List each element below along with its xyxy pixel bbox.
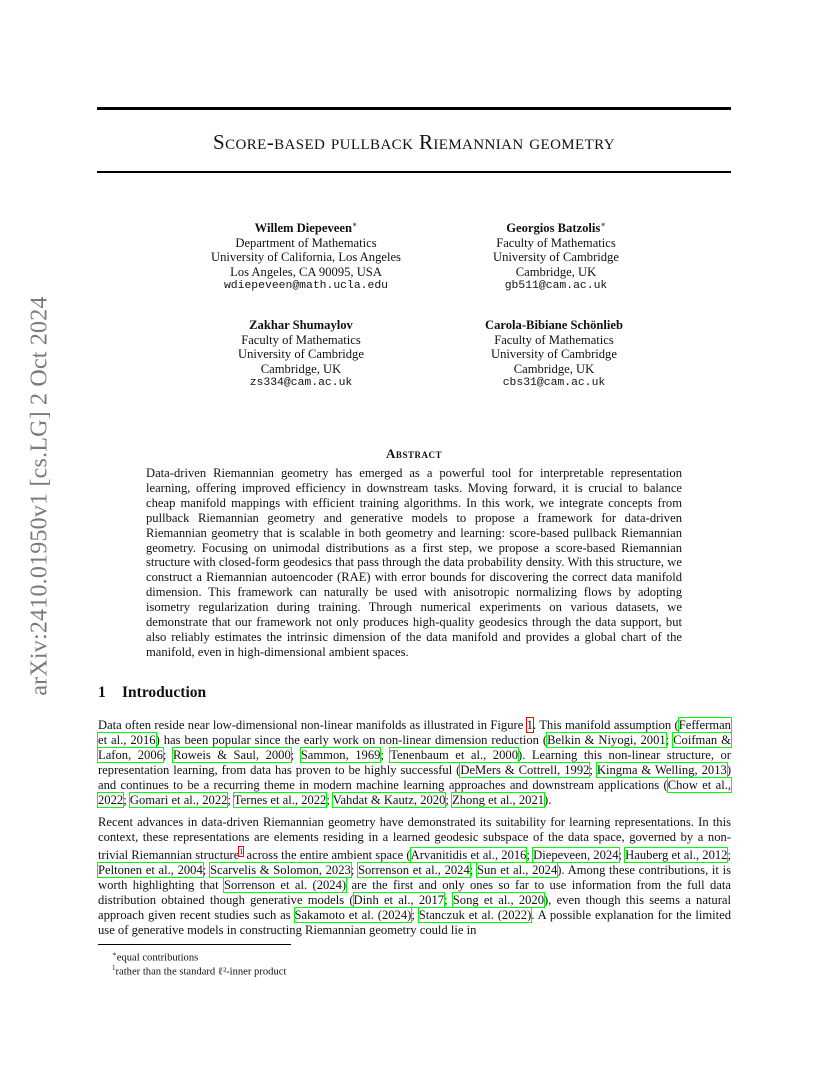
- citation-separator: ;: [123, 792, 130, 807]
- author-department: Department of Mathematics: [235, 235, 377, 250]
- citation-link[interactable]: Sorrenson et al., 2024: [357, 862, 470, 877]
- citation-link[interactable]: Peltonen et al., 2004: [98, 862, 203, 877]
- footnote-text: rather than the standard ℓ²-inner product: [115, 966, 287, 978]
- equal-contribution-mark: ∗: [600, 219, 606, 229]
- citation-link[interactable]: Kingma & Welling, 2013: [596, 762, 727, 777]
- paragraph-text: ).: [544, 792, 552, 807]
- citation-separator: ;: [202, 862, 210, 877]
- citation-separator: ;: [227, 792, 234, 807]
- author-name: Georgios Batzolis: [506, 221, 601, 235]
- footnote-mark: ∗: [112, 950, 117, 958]
- author-block-4: [414, 318, 694, 391]
- figure-reference-link[interactable]: 1: [526, 718, 533, 732]
- paragraph-text: ), even though this seems a natural approach given recent studies such as: [98, 892, 731, 922]
- author-email[interactable]: zs334@cam.ac.uk: [249, 377, 353, 389]
- author-name: Carola-Bibiane Schönlieb: [485, 318, 623, 332]
- equal-contribution-mark: ∗: [351, 219, 358, 229]
- author-location: Los Angeles, CA 90095, USA: [230, 264, 382, 279]
- citation-separator: ;: [665, 732, 674, 747]
- citation-link[interactable]: Chow et al., 2022: [98, 777, 731, 807]
- author-department: Faculty of Mathematics: [241, 332, 361, 347]
- citation-link[interactable]: Sakamoto et al. (2024): [294, 907, 412, 922]
- intro-paragraph-1: [98, 718, 731, 807]
- citation-separator: ;: [411, 907, 419, 922]
- citation-separator: ;: [469, 862, 477, 877]
- citation-link[interactable]: Song et al., 2020: [452, 892, 545, 907]
- footnote-reference-link[interactable]: 1: [239, 846, 244, 856]
- title-rule-top: [97, 107, 731, 110]
- citation-separator: ;: [526, 848, 534, 862]
- citation-link[interactable]: Sun et al., 2024: [476, 862, 558, 877]
- citation-separator: ;: [380, 747, 391, 762]
- author-name: Zakhar Shumaylov: [249, 318, 353, 332]
- paragraph-text: ) and continues to be a recurring theme in modern machine learning approaches and downstream applications (: [98, 762, 732, 792]
- citation-link[interactable]: Coifman & Lafon, 2006: [98, 732, 731, 762]
- author-email[interactable]: gb511@cam.ac.uk: [504, 280, 608, 292]
- citation-link[interactable]: Dinh et al., 2017: [353, 892, 445, 907]
- citation-link[interactable]: Arvanitidis et al., 2016: [410, 848, 527, 862]
- arxiv-id-text: arXiv:2410.01950v1 [cs.LG] 2 Oct 2024: [26, 296, 53, 696]
- citation-link[interactable]: Sammon, 1969: [300, 747, 381, 762]
- author-institution: University of California, Los Angeles: [211, 250, 401, 264]
- author-email[interactable]: wdiepeveen@math.ucla.edu: [223, 280, 389, 292]
- citation-separator: ;: [589, 762, 597, 777]
- abstract-text: Data-driven Riemannian geometry has emerged as a powerful tool for interpretable representation learning, offering improved efficiency in downstream tasks. Moving forward, it is crucial to balance cheap manifold mappings with efficient training algorithms. In this work, we integrate concepts from pullback Riemannian geometry and generative models to propose a framework for data-driven Riemannian geometry that is scalable in both geometry and learning: score-based pullback Riemannian geometry. Focusing on unimodal distributions as a first step, we propose a score-based Riemannian structure with closed-form geodesics that pass through the data probability density. With this structure, we construct a Riemannian autoencoder (RAE) with error bounds for discovering the correct data manifold dimension. This framework can naturally be used with anisotropic normalizing flows by adopting isometry regularization during training. Through numerical experiments on various datasets, we demonstrate that our framework not only produces high-quality geodesics through the data support, but also reliably estimates the intrinsic dimension of the data manifold and provides a global chart of the manifold, even in high-dimensional ambient spaces.: [146, 466, 682, 659]
- author-location: Cambridge, UK: [513, 361, 595, 376]
- author-location: Cambridge, UK: [260, 361, 342, 376]
- section-number: 1: [98, 684, 106, 701]
- citation-link[interactable]: Sorrenson et al. (2024): [223, 877, 347, 892]
- author-institution: University of Cambridge: [493, 250, 619, 264]
- title-rule-bottom: [97, 171, 731, 173]
- citation-link[interactable]: Stanczuk et al. (2022): [418, 907, 532, 922]
- section-heading: [98, 684, 206, 702]
- paragraph-text: ). Learning this non-linear structure, or representation learning, from data has proven to be highly successful (: [98, 747, 732, 777]
- paragraph-text: ) has been popular since the early work on non-linear dimension reduction (: [155, 732, 548, 747]
- citation-separator: ;: [444, 892, 453, 907]
- citation-link[interactable]: Belkin & Niyogi, 2001: [547, 732, 666, 747]
- paragraph-text: Recent advances in data-driven Riemannian geometry have demonstrated its suitability for learning representations. In this context, these representations are elements residing in a learned geodesic subspace of the data space, governed by a non-trivial Riemannian structure: [98, 815, 731, 862]
- citation-link[interactable]: Gomari et al., 2022: [129, 792, 228, 807]
- author-department: Faculty of Mathematics: [494, 332, 614, 347]
- author-department: Faculty of Mathematics: [496, 235, 616, 250]
- citation-link[interactable]: Ternes et al., 2022: [233, 792, 327, 807]
- author-block-2: [416, 221, 696, 294]
- citation-separator: ;: [727, 848, 731, 862]
- arxiv-identifier-stamp: [16, 296, 64, 696]
- paragraph-text: across the entire ambient space (: [243, 848, 411, 862]
- citation-link[interactable]: Hauberg et al., 2012: [625, 848, 728, 862]
- abstract-heading: Abstract: [386, 446, 442, 461]
- citation-separator: ;: [162, 747, 173, 762]
- author-block-1: [166, 221, 446, 294]
- author-institution: University of Cambridge: [491, 347, 617, 361]
- citation-link[interactable]: DeMers & Cottrell, 1992: [460, 762, 590, 777]
- intro-paragraph-2: [98, 815, 731, 937]
- author-location: Cambridge, UK: [515, 264, 597, 279]
- citation-link[interactable]: Vahdat & Kautz, 2020: [332, 792, 446, 807]
- author-institution: University of Cambridge: [238, 347, 364, 361]
- citation-separator: ;: [618, 848, 626, 862]
- author-name: Willem Diepeveen: [254, 221, 352, 235]
- citation-link[interactable]: Scarvelis & Solomon, 2023: [209, 862, 351, 877]
- citation-link[interactable]: Zhong et al., 2021: [452, 792, 545, 807]
- paragraph-text: Data often reside near low-dimensional non-linear manifolds as illustrated in Figure: [98, 718, 527, 732]
- citation-link[interactable]: Roweis & Saul, 2000: [172, 747, 291, 762]
- citation-separator: ;: [350, 862, 358, 877]
- paper-title: Score-based pullback Riemannian geometry: [213, 130, 615, 154]
- citation-separator: ;: [445, 792, 453, 807]
- footnote-divider: [98, 944, 291, 945]
- citation-link[interactable]: Fefferman et al., 2016: [98, 718, 731, 747]
- paragraph-text: are the first and only ones so far to use information from the full data distribution obtained though generative models (: [98, 877, 731, 907]
- footnote-mark: 1: [112, 964, 116, 972]
- citation-separator: ;: [326, 792, 333, 807]
- author-block-3: [161, 318, 441, 391]
- citation-link[interactable]: Diepeveen, 2024: [533, 848, 619, 862]
- paragraph-text: . A possible explanation for the limited use of generative models in constructing Riemannian geometry could lie in: [98, 907, 732, 937]
- paragraph-text: ). Among these contributions, it is worth highlighting that: [98, 862, 731, 892]
- footnote-inner-product: [112, 962, 286, 979]
- footnote-text: equal contributions: [116, 952, 199, 964]
- paragraph-text: . This manifold assumption (: [532, 718, 679, 732]
- section-title: Introduction: [122, 684, 207, 701]
- citation-link[interactable]: Tenenbaum et al., 2000: [390, 747, 518, 762]
- citation-separator: ;: [290, 747, 301, 762]
- author-email[interactable]: cbs31@cam.ac.uk: [502, 377, 606, 389]
